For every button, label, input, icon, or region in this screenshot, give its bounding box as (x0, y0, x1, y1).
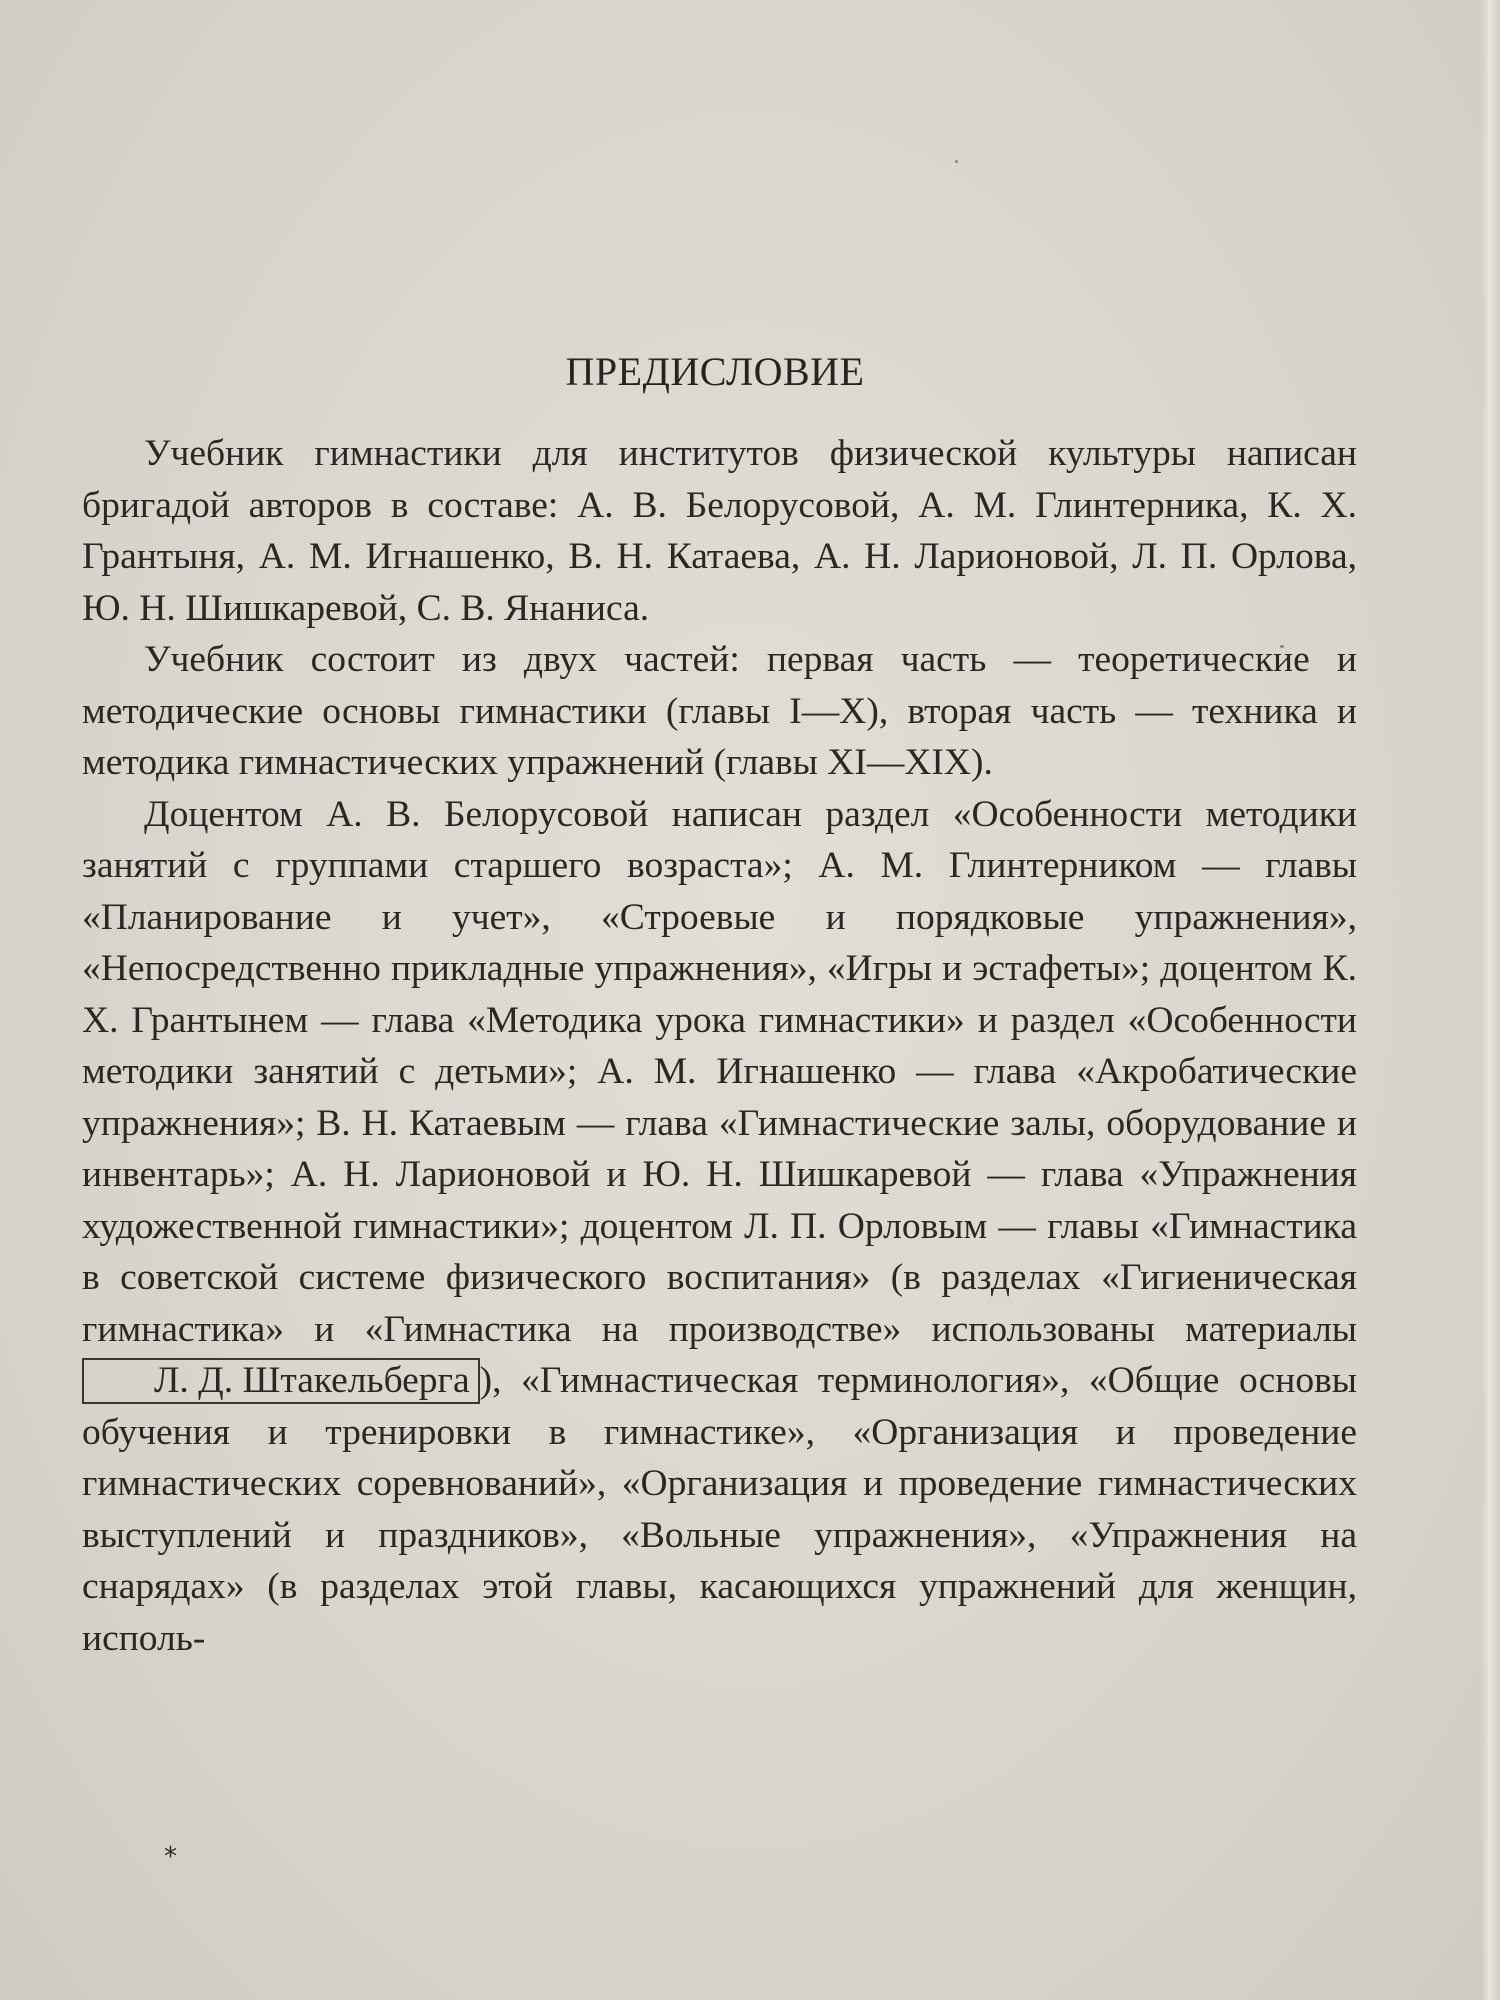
contributions-text-end: ), «Гимнастическая терминология», «Общие основы обучения и тренировки в гимнастике», «Организация и проведение гимнастических соревнований», «Организация и проведение гимнастических выступлений и праздников», «Вольные упражнения», «Упражнения на снарядах» (в разделах этой главы, касающихся упражнений для женщин, исполь- (82, 1360, 1357, 1659)
contributions-text-start: Доцентом А. В. Белорусовой написан раздел «Особенности методики занятий с группами старшего возраста»; А. М. Глинтерником — главы «Планирование и учет», «Строевые и порядковые упражнения», «Непосредственно прикладные упражнения», «Игры и эстафеты»; доцентом К. Х. Грантынем — глава «Методика урока гимнастики» и раздел «Особенности методики занятий с детьми»; А. М. Игнашенко — глава «Акробатические упражнения»; В. Н. Катаевым — глава «Гимнастические залы, оборудование и инвентарь»; А. Н. Ларионовой и Ю. Н. Шишкаревой — глава «Упражнения художественной гимнастики»; доцентом Л. П. Орловым — главы «Гимнастика в советской системе физического воспитания» (в разделах «Гигиеническая гимнастика» и «Гимнастика на производстве» использованы материалы (82, 793, 1357, 1350)
memorial-name-box: Л. Д. Штакельберга (82, 1358, 480, 1404)
page-title: ПРЕДИСЛОВИЕ (565, 349, 865, 394)
page-edge (1482, 0, 1500, 2000)
paper-speck (955, 160, 958, 163)
paragraph-contributions (82, 789, 1357, 1665)
paragraph-authors: Учебник гимнастики для институтов физической культуры написан бригадой авторов в составе: А. В. Белорусовой, А. М. Глинтерника, К. Х. Грантыня, А. М. Игнашенко, В. Н. Катаева, А. Н. Ларионовой, Л. П. Орлова, Ю. Н. Шишкаревой, С. В. Янаниса. (82, 433, 1357, 629)
signature-mark: * (164, 1842, 177, 1872)
preface-body (82, 428, 1357, 1664)
paragraph-structure: Учебник состоит из двух частей: первая часть — теоретические и методические основы гимнастики (главы I—X), вторая часть — техника и методика гимнастических упражнений (главы XI—XIX). (82, 639, 1357, 783)
